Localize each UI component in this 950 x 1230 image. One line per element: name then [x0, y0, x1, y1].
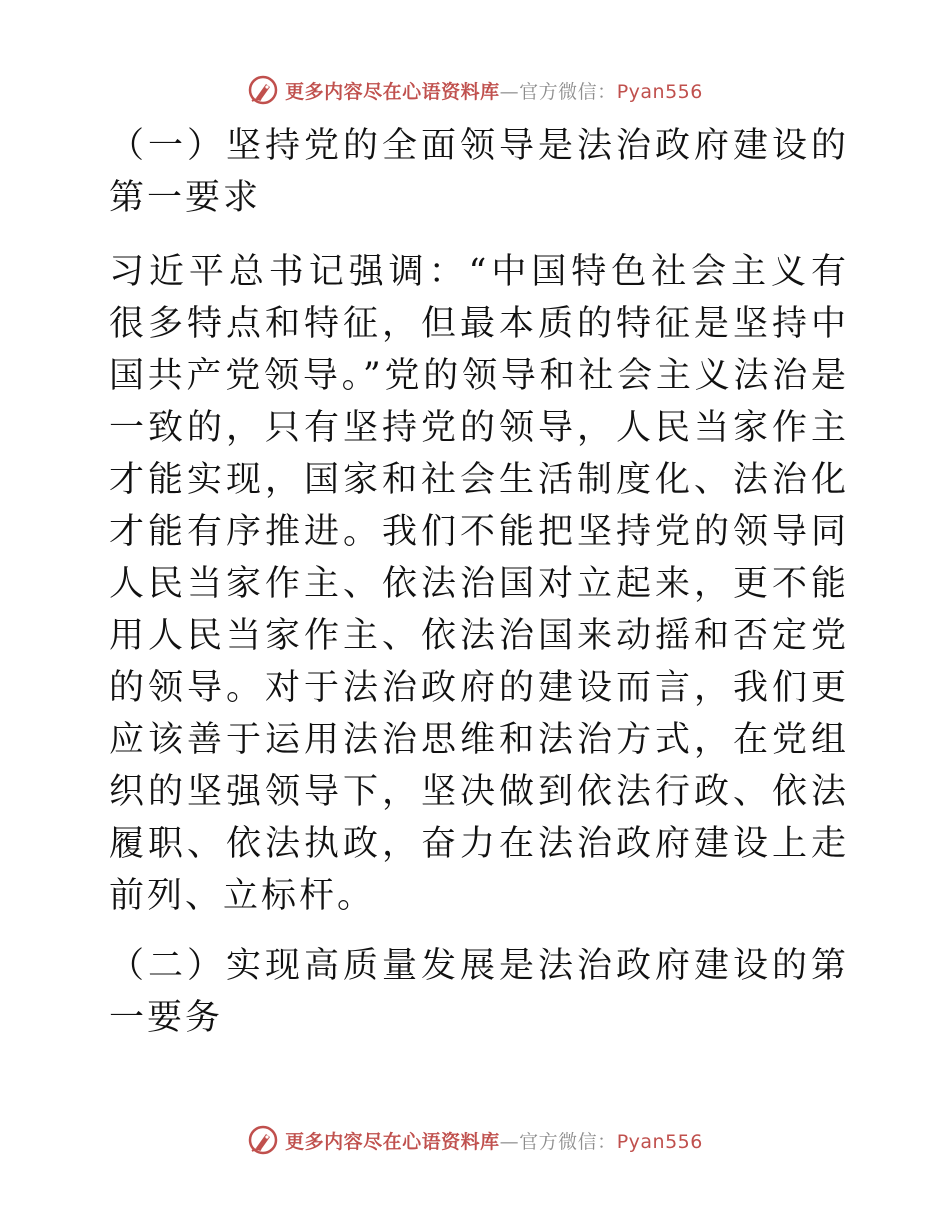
pen-nib-logo-icon [247, 74, 279, 106]
banner-site-text: 更多内容尽在心语资料库 [285, 80, 500, 103]
document-body [97, 120, 849, 1044]
banner-label: 官方微信： [519, 1130, 617, 1153]
header-watermark-banner [0, 70, 950, 110]
body-paragraph-1: 习近平总书记强调：“中国特色社会主义有很多特点和特征，但最本质的特征是坚持中国共产党领导。”党的领导和社会主义法治是一致的，只有坚持党的领导，人民当家作主才能实现，国家和社会生活制度化、法治化才能有序推进。我们不能把坚持党的领导同人民当家作主、依法治国对立起来，更不能用人民当家作主、依法治国来动摇和否定党的领导。对于法治政府的建设而言，我们更应该善于运用法治思维和法治方式，在党组织的坚强领导下，坚决做到依法行政、依法履职、依法执政，奋力在法治政府建设上走前列、立标杆。 [109, 252, 849, 916]
banner-separator: — [499, 1130, 520, 1153]
banner-wechat-id: Pyan556 [616, 1130, 703, 1153]
footer-watermark-banner [0, 1120, 950, 1160]
banner-separator: — [499, 80, 520, 103]
banner-site-text: 更多内容尽在心语资料库 [285, 1130, 500, 1153]
banner-wechat-id: Pyan556 [616, 80, 703, 103]
banner-label: 官方微信： [519, 80, 617, 103]
section-heading-1: （一）坚持党的全面领导是法治政府建设的第一要求 [109, 126, 849, 218]
pen-nib-logo-icon [247, 1124, 279, 1156]
section-heading-2: （二）实现高质量发展是法治政府建设的第一要务 [109, 946, 849, 1038]
